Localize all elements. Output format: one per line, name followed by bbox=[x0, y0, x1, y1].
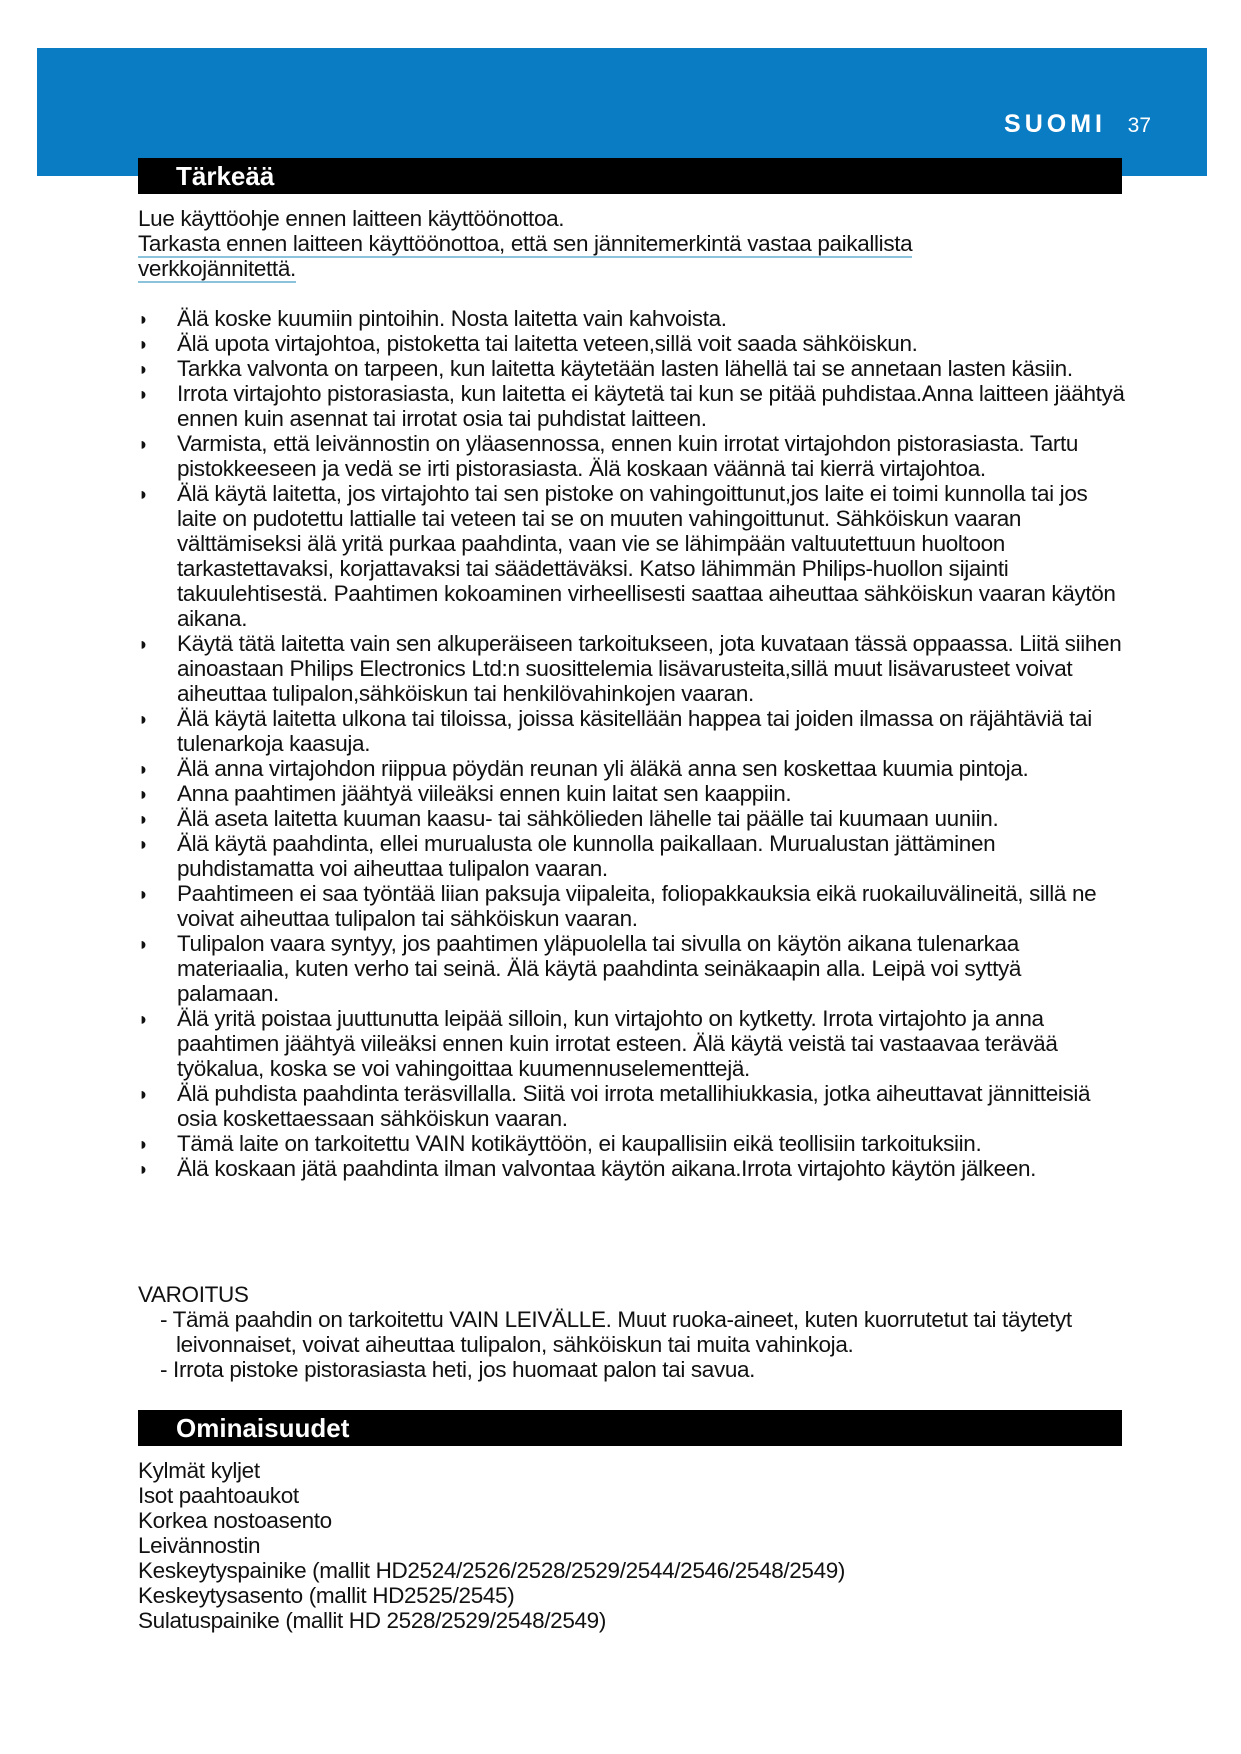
list-item: ◗ Käytä tätä laitetta vain sen alkuperäiseen tarkoitukseen, jota kuvataan tässä oppaassa. Liitä siihen ainoastaan Philips Electronics Ltd:n suosittelemia lisävarusteita,sillä muut lisävarusteet voivat aiheuttaa tulipalon,sähköiskun tai henkilövahinkojen vaaran. bbox=[138, 631, 1128, 706]
feature-item: Keskeytysasento (mallit HD2525/2545) bbox=[138, 1583, 515, 1608]
list-item: ◗ Älä puhdista paahdinta teräsvillalla. Siitä voi irrota metallihiukkasia, jotka aiheuttavat jännitteisiä osia koskettaessaan sähköiskun vaaran. bbox=[138, 1081, 1128, 1131]
intro-text bbox=[138, 206, 1128, 281]
list-item: ◗ Älä koskaan jätä paahdinta ilman valvontaa käytön aikana.Irrota virtajohto käytön jälkeen. bbox=[138, 1156, 1128, 1181]
intro-line bbox=[138, 256, 1128, 281]
list-item: ◗ Älä käytä laitetta ulkona tai tiloissa, joissa käsitellään happea tai joiden ilmassa on räjähtäviä tai tulenarkoja kaasuja. bbox=[138, 706, 1128, 756]
list-item: ◗ Tulipalon vaara syntyy, jos paahtimen yläpuolella tai sivulla on käytön aikana tulenarkaa materiaalia, kuten verho tai seinä. Älä käytä paahdinta seinäkaapin alla. Leipä voi syttyä palamaan. bbox=[138, 931, 1128, 1006]
features-list bbox=[138, 1458, 1128, 1633]
list-item: ◗ Anna paahtimen jäähtyä viileäksi ennen kuin laitat sen kaappiin. bbox=[138, 781, 1128, 806]
warning-title: VAROITUS bbox=[138, 1282, 249, 1307]
list-item: ◗ Tämä laite on tarkoitettu VAIN kotikäyttöön, ei kaupallisiin eikä teollisiin tarkoituksiin. bbox=[138, 1131, 1128, 1156]
feature-item: Sulatuspainike (mallit HD 2528/2529/2548/2549) bbox=[138, 1608, 606, 1633]
list-item: ◗ Älä käytä paahdinta, ellei murualusta ole kunnolla paikallaan. Murualustan jättäminen puhdistamatta voi aiheuttaa tulipalon vaaran. bbox=[138, 831, 1128, 881]
list-item: ◗ Älä upota virtajohtoa, pistoketta tai laitetta veteen,sillä voit saada sähköiskun. bbox=[138, 331, 1128, 356]
section-title-important: Tärkeää bbox=[138, 158, 1122, 194]
safety-bullet-list bbox=[138, 306, 1128, 1181]
intro-line: Lue käyttöohje ennen laitteen käyttöönottoa. bbox=[138, 206, 565, 231]
language-label: SUOMI bbox=[1004, 110, 1106, 138]
feature-item: Leivännostin bbox=[138, 1533, 261, 1558]
warning-item: - Tämä paahdin on tarkoitettu VAIN LEIVÄLLE. Muut ruoka-aineet, kuten kuorrutetut tai täytetyt leivonnaiset, voivat aiheuttaa tulipalon, sähköiskun tai muita vahinkoja. bbox=[160, 1307, 1072, 1357]
list-item: ◗ Irrota virtajohto pistorasiasta, kun laitetta ei käytetä tai kun se pitää puhdistaa.Anna laitteen jäähtyä ennen kuin asennat tai irrotat osia tai puhdistat laitteen. bbox=[138, 381, 1128, 431]
warning-block bbox=[138, 1282, 1128, 1382]
feature-item: Kylmät kyljet bbox=[138, 1458, 260, 1483]
list-item: ◗ Älä anna virtajohdon riippua pöydän reunan yli äläkä anna sen koskettaa kuumia pintoja. bbox=[138, 756, 1128, 781]
list-item: ◗ Älä koske kuumiin pintoihin. Nosta laitetta vain kahvoista. bbox=[138, 306, 1128, 331]
feature-item: Keskeytyspainike (mallit HD2524/2526/2528/2529/2544/2546/2548/2549) bbox=[138, 1558, 846, 1583]
section-title-features: Ominaisuudet bbox=[138, 1410, 1122, 1446]
intro-line-underlined: Tarkasta ennen laitteen käyttöönottoa, että sen jännitemerkintä vastaa paikallista bbox=[138, 231, 913, 256]
page-number: 37 bbox=[1127, 114, 1151, 137]
feature-item: Isot paahtoaukot bbox=[138, 1483, 299, 1508]
intro-line-underlined: verkkojännitettä. bbox=[138, 256, 296, 281]
warning-item: - Irrota pistoke pistorasiasta heti, jos huomaat palon tai savua. bbox=[160, 1357, 756, 1382]
list-item: ◗ Älä yritä poistaa juuttunutta leipää silloin, kun virtajohto on kytketty. Irrota virtajohto ja anna paahtimen jäähtyä viileäksi ennen kuin irrotat esteen. Älä käytä veistä tai vastaavaa terävää työkalua, koska se voi vahingoittaa kuumennuselementtejä. bbox=[138, 1006, 1128, 1081]
list-item: ◗ Tarkka valvonta on tarpeen, kun laitetta käytetään lasten lähellä tai se annetaan lasten käsiin. bbox=[138, 356, 1128, 381]
feature-item: Korkea nostoasento bbox=[138, 1508, 332, 1533]
list-item: ◗ Älä aseta laitetta kuuman kaasu- tai sähkölieden lähelle tai päälle tai kuumaan uuniin. bbox=[138, 806, 1128, 831]
list-item: ◗ Varmista, että leivännostin on yläasennossa, ennen kuin irrotat virtajohdon pistorasiasta. Tartu pistokkeeseen ja vedä se irti pistorasiasta. Älä koskaan väännä tai kierrä virtajohtoa. bbox=[138, 431, 1128, 481]
intro-line bbox=[138, 231, 1128, 256]
list-item: ◗ Älä käytä laitetta, jos virtajohto tai sen pistoke on vahingoittunut,jos laite ei toimi kunnolla tai jos laite on pudotettu lattialle tai veteen tai se on muuten vahingoittunut. Sähköiskun vaaran välttämiseksi älä yritä purkaa paahdinta, vaan vie se lähimpään valtuutettuun huoltoon tarkastettavaksi, korjattavaksi tai säädettäväksi. Katso lähimmän Philips-huollon sijainti takuulehtisestä. Paahtimen kokoaminen virheellisesti saattaa aiheuttaa sähköiskun vaaran käytön aikana. bbox=[138, 481, 1128, 631]
list-item: ◗ Paahtimeen ei saa työntää liian paksuja viipaleita, foliopakkauksia eikä ruokailuvälineitä, sillä ne voivat aiheuttaa tulipalon tai sähköiskun vaaran. bbox=[138, 881, 1128, 931]
